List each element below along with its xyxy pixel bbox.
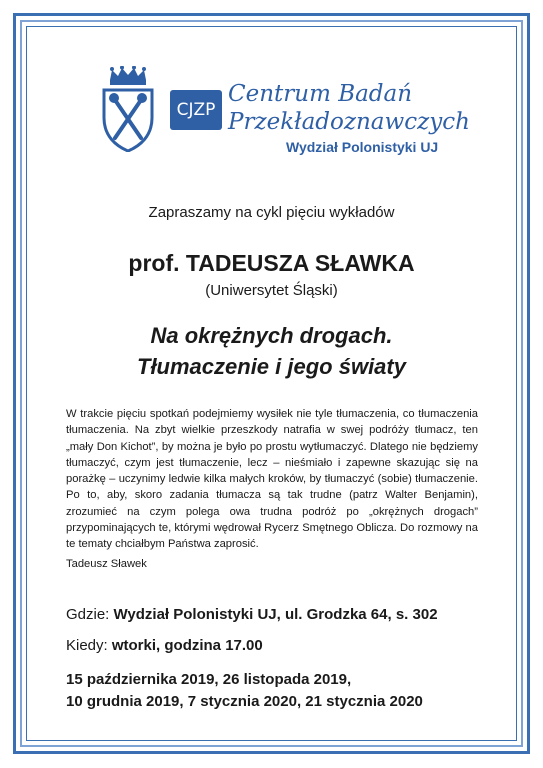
- org-name-line1: Centrum Badań: [228, 81, 413, 107]
- speaker-name: prof. TADEUSZA SŁAWKA: [128, 250, 415, 276]
- cjz-logo-text: CJZP: [176, 100, 216, 120]
- lecture-title: [0, 320, 543, 382]
- org-department: Wydział Polonistyki UJ: [286, 139, 439, 155]
- organization-name: [228, 80, 470, 156]
- org-name-line2: Przekładoznawczych: [228, 109, 470, 135]
- author-signature: Tadeusz Sławek: [66, 558, 147, 570]
- location-info: [66, 606, 438, 623]
- invitation-text: Zapraszamy na cykl pięciu wykładów: [148, 204, 395, 221]
- lecture-description: W trakcie pięciu spotkań podejmiemy wysiłek nie tyle tłumaczenia, co tłumaczenia tłumaczenia. Na zbyt wielkie przeszkody natrafia w swej podróży tłumacz, ten „mały Don Kichot”, by można je było po prostu wytłumaczyć. Dlatego nie będziemy tłumaczyć, czym jest tłumaczenie, lecz – nieśmiało i zapewne skazując się na porażkę – uczynimy ledwie kilka małych kroków, by tłumaczyć (sobie) tłumaczenie. Po to, aby, skoro zadania tłumacza są tak trudne (patrz Walter Benjamin), zrozumieć na czym polega owa trudna podróż po „okrężnych drogach” przypominających te, którymi wędrował Rycerz Smętnego Oblicza. Do rozmowy na te tematy chciałbym Państwa zaprosić.: [66, 408, 478, 551]
- dates-line2: 10 grudnia 2019, 7 stycznia 2020, 21 stycznia 2020: [66, 693, 423, 710]
- lecture-dates: [66, 669, 423, 713]
- location-value: Wydział Polonistyki UJ, ul. Grodzka 64, s. 302: [113, 606, 438, 623]
- cjz-logo-mark: [170, 90, 222, 130]
- lecture-title-line1: Na okrężnych drogach.: [150, 323, 393, 348]
- time-value: wtorki, godzina 17.00: [111, 637, 263, 654]
- dates-line1: 15 października 2019, 26 listopada 2019,: [66, 671, 352, 688]
- uj-crest-logo-icon: [100, 66, 156, 152]
- lecture-title-line2: Tłumaczenie i jego światy: [137, 354, 406, 379]
- speaker-affiliation: (Uniwersytet Śląski): [205, 282, 338, 299]
- location-label: Gdzie:: [66, 606, 114, 623]
- time-label: Kiedy:: [66, 637, 112, 654]
- time-info: [66, 637, 263, 654]
